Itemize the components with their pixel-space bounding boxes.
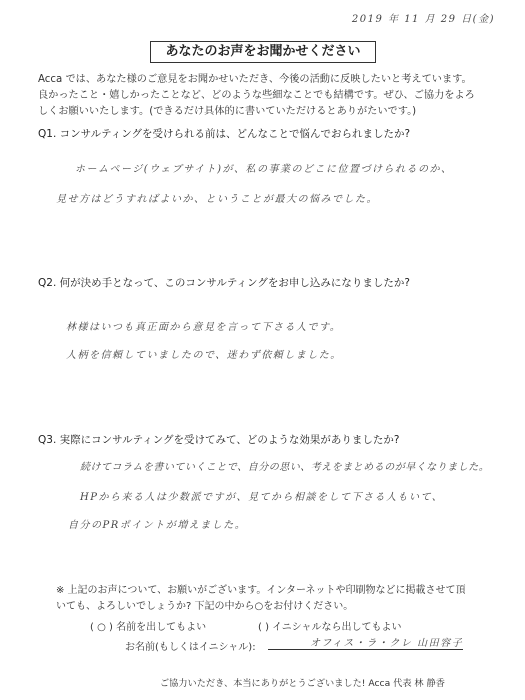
answer-2-line: 人柄を信頼していましたので、迷わず依頼しました。 — [66, 350, 342, 361]
notice-line: ※ 上記のお声について、お願いがございます。インターネットや印刷物などに掲載させて頂 — [56, 585, 466, 596]
name-underline — [268, 649, 463, 650]
name-label: お名前(もしくはイニシャル): — [125, 642, 256, 653]
option-initial-ok[interactable]: ( ) イニシャルなら出してもよい — [258, 622, 402, 633]
intro-line: Acca では、あなた様のご意見をお聞かせいただき、今後の活動に反映したいと考えています。 — [38, 74, 472, 85]
answer-1-line: 見せ方はどうすればよいか、ということが最大の悩みでした。 — [56, 194, 378, 205]
intro-text — [38, 72, 503, 120]
answer-3-line: 続けてコラムを書いていくことで、自分の思い、考えをまとめるのが早くなりました。 — [80, 462, 490, 473]
name-field[interactable]: オフィス・ラ・クレ 山田容子 — [310, 638, 464, 649]
notice-line: いても、よろしいでしょうか? 下記の中から○をお付けください。 — [56, 601, 354, 612]
answer-3-line: HPから来る人は少数派ですが、見てから相談をして下さる人もいて、 — [80, 492, 444, 503]
question-3: Q3. 実際にコンサルティングを受けてみて、どのような効果がありましたか? — [38, 434, 400, 446]
option-name-ok[interactable]: ( ○ ) 名前を出してもよい — [90, 622, 207, 633]
answer-1-line: ホームページ(ウェブサイト)が、私の事業のどこに位置づけられるのか、 — [75, 164, 453, 175]
footer-thanks: ご協力いただき、本当にありがとうございました! Acca 代表 林 静香 — [160, 678, 445, 689]
intro-line: 良かったこと・嬉しかったことなど、どのような些細なことでも結構です。ぜひ、ご協力をよろ — [38, 90, 475, 101]
question-1: Q1. コンサルティングを受けられる前は、どんなことで悩んでおられましたか? — [38, 128, 411, 140]
answer-2-line: 林様はいつも真正面から意見を言って下さる人です。 — [66, 322, 342, 333]
form-title: あなたのお声をお聞かせください — [150, 41, 376, 63]
answer-3-line: 自分のPRポイントが増えました。 — [68, 520, 247, 531]
date-handwritten: 2019 年 11 月 29 日(金) — [351, 14, 495, 25]
intro-line: しくお願いいたします。(できるだけ具体的に書いていただけるとありがたいです。) — [38, 106, 417, 117]
question-2: Q2. 何が決め手となって、このコンサルティングをお申し込みになりましたか? — [38, 277, 410, 289]
publication-notice — [56, 583, 496, 615]
